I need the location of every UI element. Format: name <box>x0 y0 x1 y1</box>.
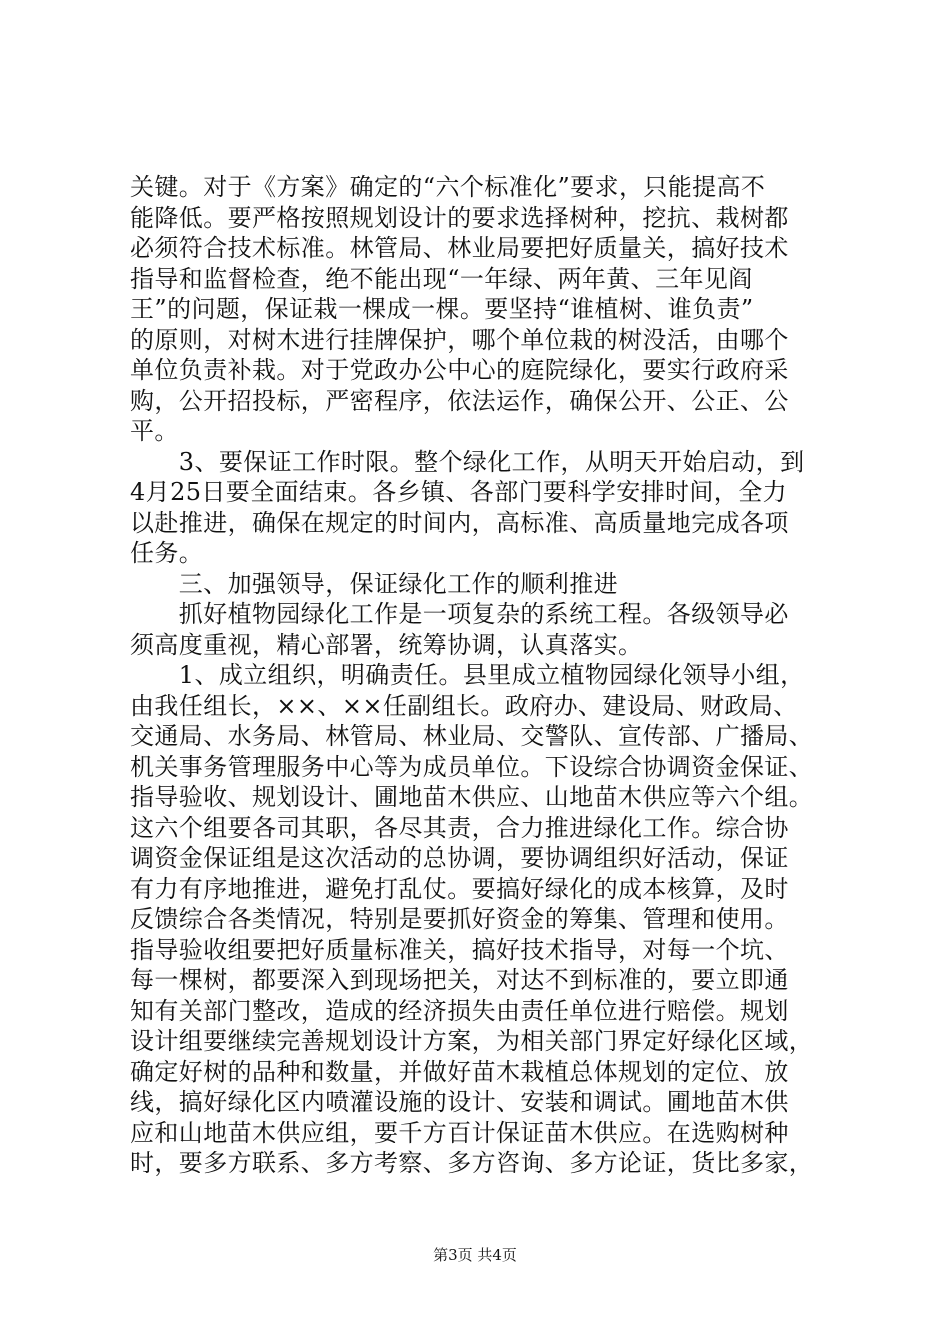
text-line: 1、成立组织，明确责任。县里成立植物园绿化领导小组， <box>130 661 805 689</box>
text-line: 的原则，对树木进行挂牌保护，哪个单位栽的树没活，由哪个 <box>130 325 789 354</box>
text-line: 每一棵树，都要深入到现场把关，对达不到标准的，要立即通 <box>130 966 789 994</box>
text-line: 交通局、水务局、林管局、林业局、交警队、宣传部、广播局、 <box>130 722 814 750</box>
text-line: 反馈综合各类情况，特别是要抓好资金的筹集、管理和使用。 <box>130 905 789 933</box>
text-line: 必须符合技术标准。林管局、林业局要把好质量关，搞好技术 <box>130 234 789 262</box>
text-line: 应和山地苗木供应组，要千方百计保证苗木供应。在选购树种 <box>130 1118 789 1147</box>
text-line: 抓好植物园绿化工作是一项复杂的系统工程。各级领导必 <box>130 600 789 628</box>
text-line: 王”的问题，保证栽一棵成一棵。要坚持“谁植树、谁负责” <box>130 295 754 323</box>
text-line: 由我任组长，××、××任副组长。政府办、建设局、财政局、 <box>130 691 798 720</box>
text-line: 须高度重视，精心部署，统筹协调，认真落实。 <box>130 630 643 659</box>
text-line: 线，搞好绿化区内喷灌设施的设计、安装和调试。圃地苗木供 <box>130 1088 789 1116</box>
text-line: 机关事务管理服务中心等为成员单位。下设综合协调资金保证、 <box>130 752 814 781</box>
text-line: 平。 <box>130 417 179 445</box>
text-line: 任务。 <box>130 539 204 567</box>
text-line: 指导验收组要把好质量标准关，搞好技术指导，对每一个坑、 <box>130 935 789 964</box>
text-line: 有力有序地推进，避免打乱仗。要搞好绿化的成本核算，及时 <box>130 874 789 903</box>
document-body <box>130 172 830 1179</box>
text-line: 4月25日要全面结束。各乡镇、各部门要科学安排时间，全力 <box>130 478 788 506</box>
text-line: 确定好树的品种和数量，并做好苗木栽植总体规划的定位、放 <box>130 1057 789 1086</box>
text-line: 这六个组要各司其职，各尽其责，合力推进绿化工作。综合协 <box>130 813 789 842</box>
text-line: 时，要多方联系、多方考察、多方咨询、多方论证，货比多家， <box>130 1149 814 1177</box>
text-line: 知有关部门整改，造成的经济损失由责任单位进行赔偿。规划 <box>130 996 789 1025</box>
text-line: 以赴推进，确保在规定的时间内，高标准、高质量地完成各项 <box>130 508 789 537</box>
text-line: 单位负责补栽。对于党政办公中心的庭院绿化，要实行政府采 <box>130 356 789 384</box>
text-line: 指导验收、规划设计、圃地苗木供应、山地苗木供应等六个组。 <box>130 783 814 811</box>
text-line: 购，公开招投标，严密程序，依法运作，确保公开、公正、公 <box>130 386 789 415</box>
text-line: 调资金保证组是这次活动的总协调，要协调组织好活动，保证 <box>130 844 789 872</box>
text-line: 能降低。要严格按照规划设计的要求选择树种，挖抗、栽树都 <box>130 203 789 232</box>
page-number-footer: 第3页 共4页 <box>433 1246 517 1264</box>
text-line: 设计组要继续完善规划设计方案，为相关部门界定好绿化区域， <box>130 1027 814 1055</box>
section-heading: 三、加强领导，保证绿化工作的顺利推进 <box>130 569 618 598</box>
text-line: 关键。对于《方案》确定的“六个标准化”要求，只能提高不 <box>130 173 766 201</box>
text-line: 指导和监督检查，绝不能出现“一年绿、两年黄、三年见阎 <box>130 264 753 293</box>
text-line: 3、要保证工作时限。整个绿化工作，从明天开始启动，到 <box>130 447 805 476</box>
